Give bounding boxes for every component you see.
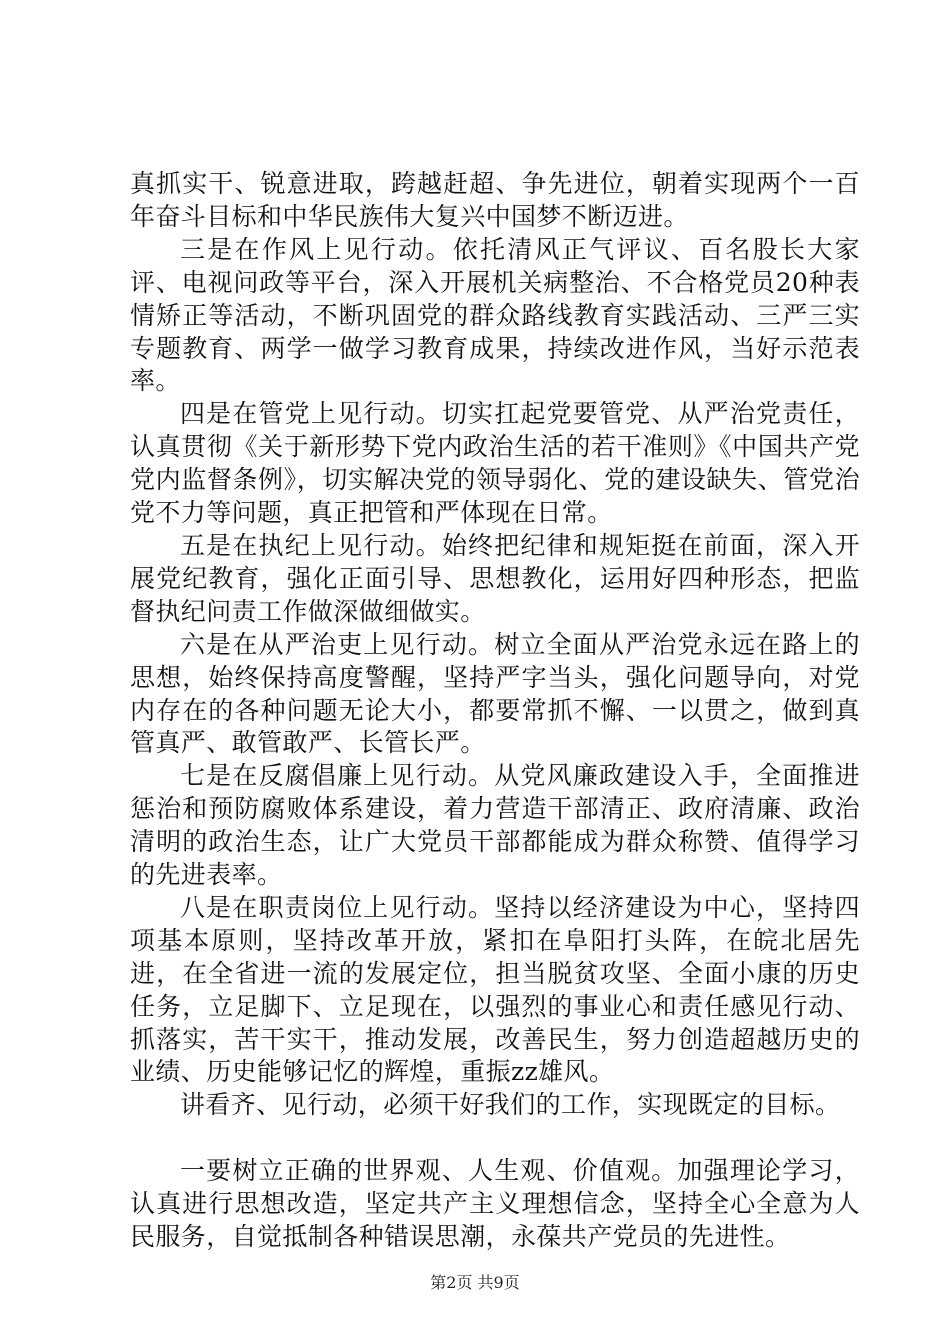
paragraph-style-action: 三是在作风上见行动。依托清风正气评议、百名股长大家评、电视问政等平台，深入开展机关病整治、不合格党员20种表情矫正等活动，不断巩固党的群众路线教育实践活动、三严三实专题教育、两学一做学习教育成果，持续改进作风，当好示范表率。 (130, 234, 860, 396)
paragraph-summary: 讲看齐、见行动，必须干好我们的工作，实现既定的目标。 (180, 1090, 841, 1120)
paragraph-continuation: 真抓实干、锐意进取，跨越赶超、争先进位，朝着实现两个一百年奋斗目标和中华民族伟大复兴中国梦不断迈进。 (130, 169, 860, 231)
paragraph-anti-corruption-action: 七是在反腐倡廉上见行动。从党风廉政建设入手，全面推进惩治和预防腐败体系建设，着力营造干部清正、政府清廉、政治清明的政治生态，让广大党员干部都能成为群众称赞、值得学习的先进表率。 (130, 761, 860, 890)
paragraph-party-management-action: 四是在管党上见行动。切实扛起党要管党、从严治党责任，认真贯彻《关于新形势下党内政治生活的若干准则》《中国共产党党内监督条例》，切实解决党的领导弱化、党的建设缺失、管党治党不力等问题，真正把管和严体现在日常。 (130, 399, 860, 528)
paragraph-duty-action: 八是在职责岗位上见行动。坚持以经济建设为中心，坚持四项基本原则，坚持改革开放，紧扣在阜阳打头阵，在皖北居先进，在全省进一流的发展定位，担当脱贫攻坚、全面小康的历史任务，立足脚下、立足现在，以强烈的事业心和责任感见行动、抓落实，苦干实干，推动发展，改善民生，努力创造超越历史的业绩、历史能够记忆的辉煌，重振zz雄风。 (130, 892, 860, 1087)
paragraph-strict-governance-action: 六是在从严治吏上见行动。树立全面从严治党永远在路上的思想，始终保持高度警醒，坚持严字当头，强化问题导向，对党内存在的各种问题无论大小，都要常抓不懈、一以贯之，做到真管真严、敢管敢严、长管长严。 (130, 629, 860, 758)
page-number-footer: 第2页 共9页 (430, 1273, 520, 1292)
paragraph-worldview: 一要树立正确的世界观、人生观、价值观。加强理论学习，认真进行思想改造，坚定共产主义理想信念，坚持全心全意为人民服务，自觉抵制各种错误思潮，永葆共产党员的先进性。 (130, 1156, 860, 1252)
paragraph-discipline-action: 五是在执纪上见行动。始终把纪律和规矩挺在前面，深入开展党纪教育，强化正面引导、思想教化，运用好四种形态，把监督执纪问责工作做深做细做实。 (130, 530, 860, 626)
paragraph-spacer (130, 1122, 860, 1155)
document-body (130, 168, 860, 1254)
